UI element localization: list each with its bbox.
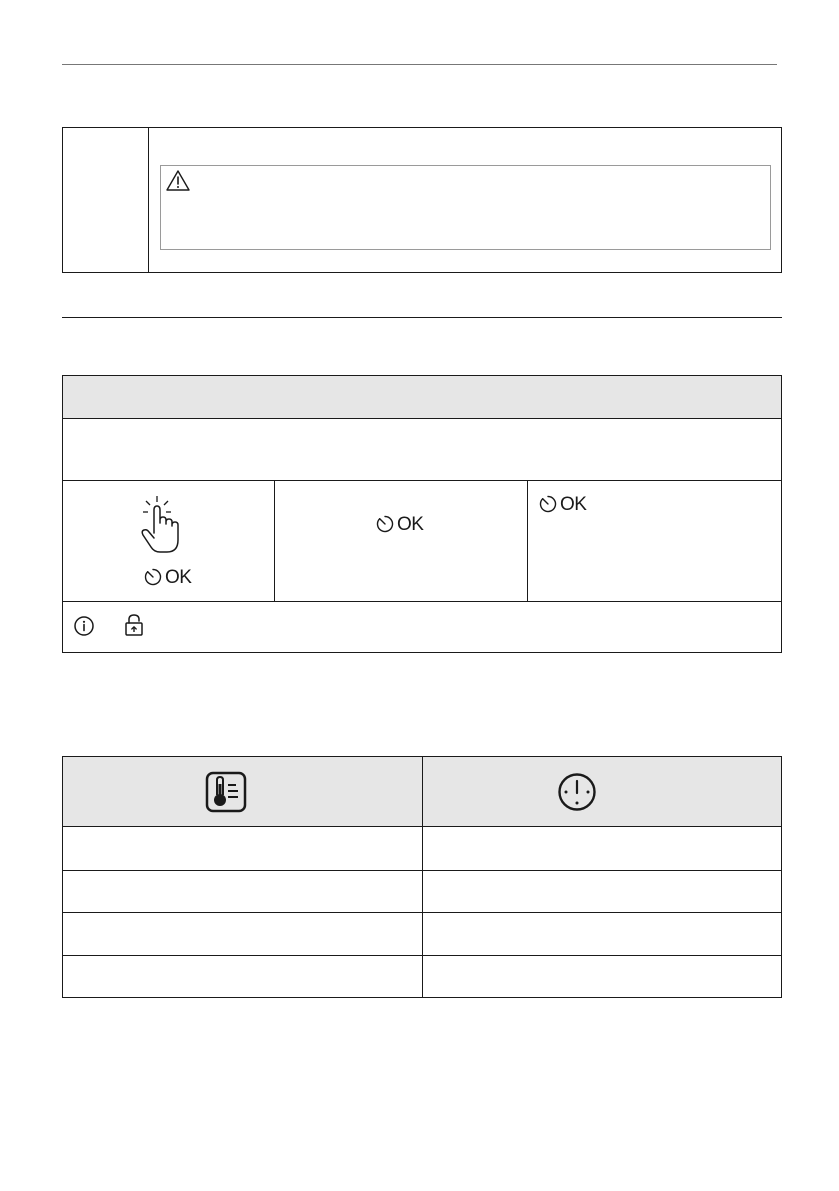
row-divider bbox=[63, 955, 781, 956]
row-divider bbox=[63, 870, 781, 871]
procedure-table bbox=[62, 375, 782, 653]
column-divider bbox=[422, 757, 423, 997]
ok-label: OK bbox=[165, 566, 192, 588]
clock-icon bbox=[557, 772, 597, 812]
warning-table bbox=[62, 127, 782, 273]
timer-ok-label bbox=[538, 494, 586, 514]
table-header bbox=[63, 376, 781, 419]
timer-icon bbox=[375, 514, 395, 534]
info-icon bbox=[73, 615, 95, 637]
footer-row bbox=[63, 602, 781, 652]
lock-icon bbox=[124, 613, 144, 637]
table-row bbox=[63, 419, 781, 481]
timer-icon bbox=[143, 567, 163, 587]
section-rule bbox=[62, 317, 782, 318]
touch-hand-icon bbox=[138, 495, 182, 555]
column-divider bbox=[148, 128, 149, 272]
timer-icon bbox=[538, 494, 558, 514]
timer-ok-label bbox=[375, 514, 423, 534]
step-cell-1 bbox=[63, 481, 274, 602]
ok-label: OK bbox=[560, 493, 587, 515]
warning-triangle-icon bbox=[165, 169, 191, 193]
header-rule bbox=[62, 64, 777, 65]
step-cell-3 bbox=[528, 481, 781, 602]
timer-ok-label bbox=[143, 567, 191, 587]
settings-table bbox=[62, 756, 782, 998]
warning-box bbox=[160, 165, 771, 250]
ok-label: OK bbox=[397, 513, 424, 535]
step-cell-2 bbox=[275, 481, 527, 602]
food-sensor-thermometer-icon bbox=[205, 771, 247, 813]
row-divider bbox=[63, 912, 781, 913]
